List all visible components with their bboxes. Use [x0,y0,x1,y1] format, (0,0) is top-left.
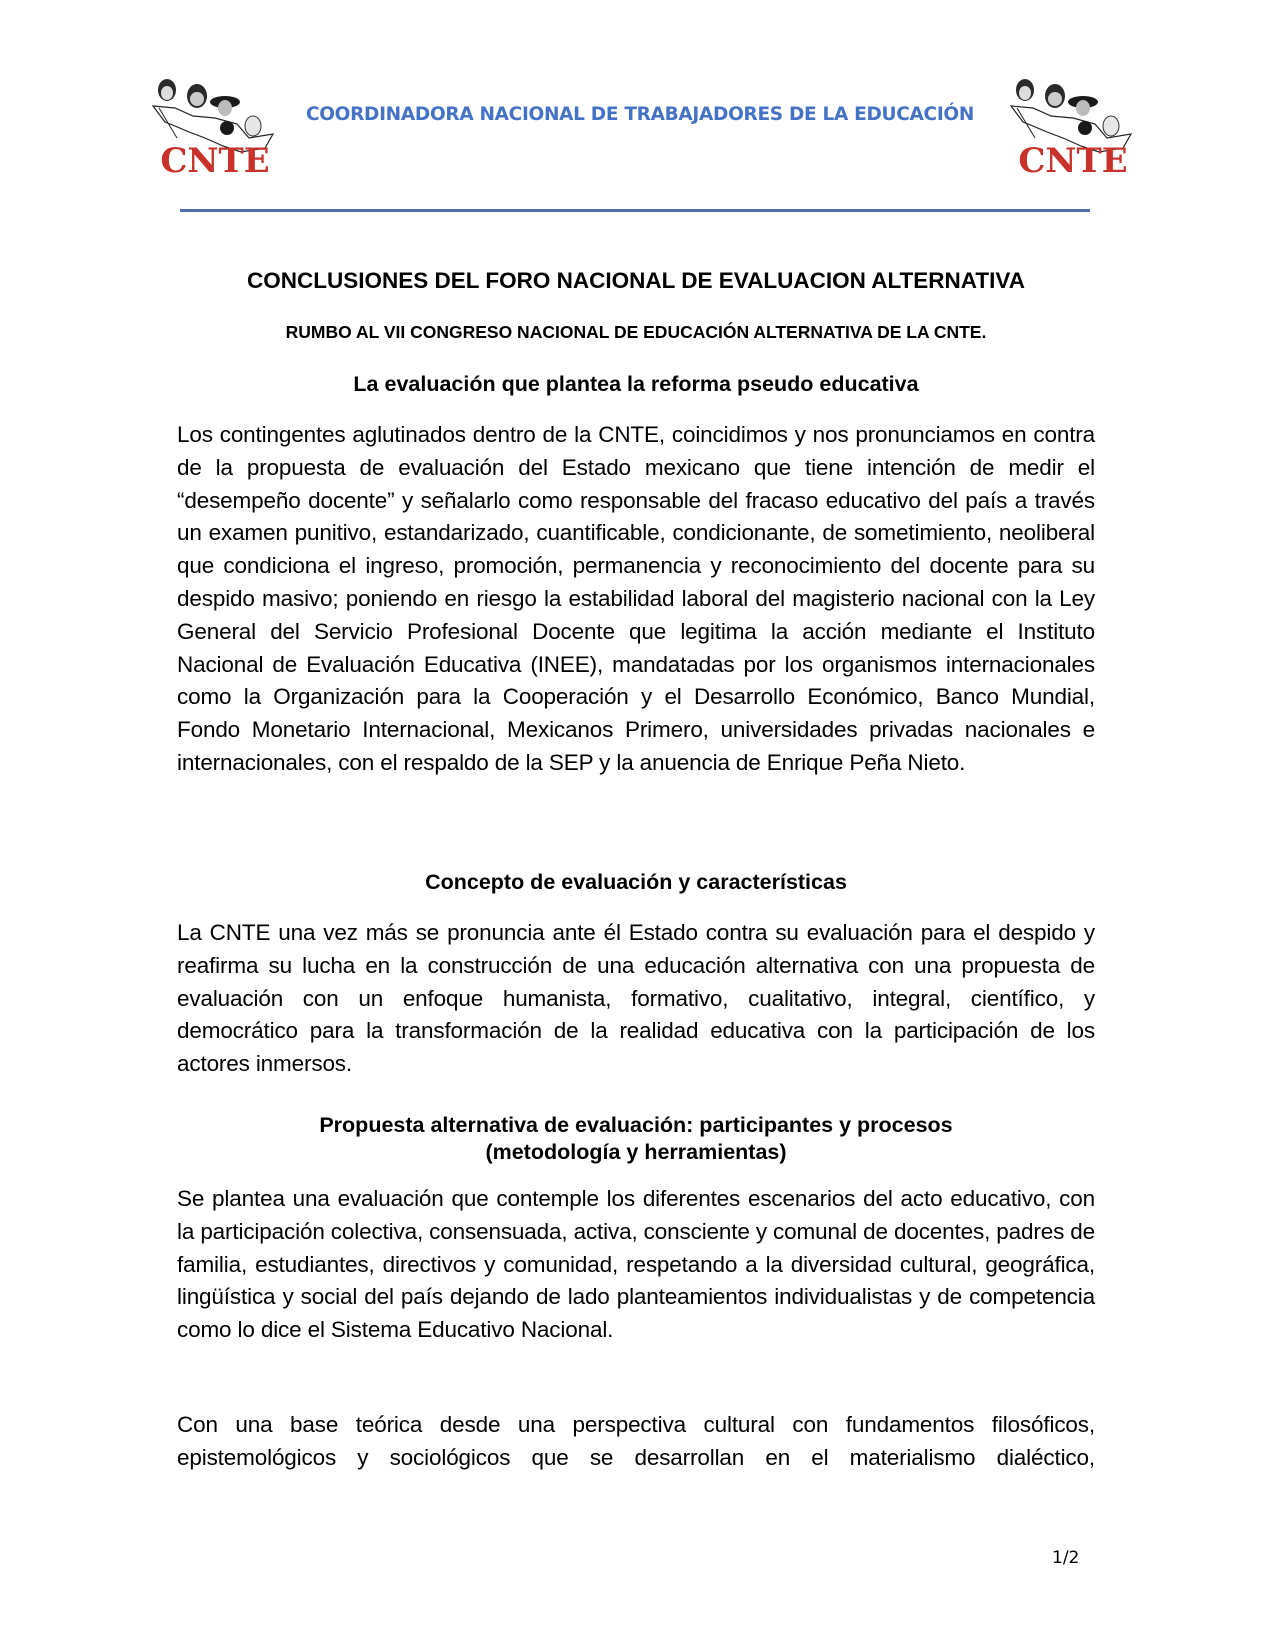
document-subtitle: RUMBO AL VII CONGRESO NACIONAL DE EDUCACIÓN ALTERNATIVA DE LA CNTE. [285,322,987,342]
page-number: 1/2 [1052,1548,1080,1568]
header-divider [180,209,1090,212]
svg-text:CNTE: CNTE [160,141,270,178]
organization-name: COORDINADORA NACIONAL DE TRABAJADORES DE LA EDUCACIÓN [305,104,975,125]
cnte-logo-emblem-icon [1003,68,1143,178]
cnte-logo-left [145,68,285,178]
section-heading-line: (metodología y herramientas) [485,1140,787,1164]
section-heading-line: Propuesta alternativa de evaluación: participantes y procesos [319,1113,953,1137]
document-title: CONCLUSIONES DEL FORO NACIONAL DE EVALUACION ALTERNATIVA [247,268,1025,293]
section-heading-propuesta [177,1112,1095,1166]
section-paragraph: La CNTE una vez más se pronuncia ante él Estado contra su evaluación para el despido y reafirma su lucha en la construcción de una educación alternativa con una propuesta de evaluación con un enfoque humanista, formativo, cualitativo, integral, científico, y democrático para la transformación de la realidad educativa con la participación de los actores inmersos. [177,920,1095,1077]
cnte-logo-right [1003,68,1143,178]
svg-text:CNTE: CNTE [1018,141,1128,178]
section-heading-concepto: Concepto de evaluación y características [425,870,847,894]
cnte-logo-emblem-icon [145,68,285,178]
section-paragraph: Con una base teórica desde una perspectiva cultural con fundamentos filosóficos, epistemológicos y sociológicos que se desarrollan en el materialismo dialéctico, [177,1412,1095,1470]
section-heading-evaluacion-reforma: La evaluación que plantea la reforma pseudo educativa [353,372,919,396]
section-paragraph: Los contingentes aglutinados dentro de la CNTE, coincidimos y nos pronunciamos en contra de la propuesta de evaluación del Estado mexicano que tiene intención de medir el “desempeño docente” y señalarlo como responsable del fracaso educativo del país a través un examen punitivo, estandarizado, cuantificable, condicionante, de sometimiento, neoliberal que condiciona el ingreso, promoción, permanencia y reconocimiento del docente para su despido masivo; poniendo en riesgo la estabilidad laboral del magisterio nacional con la Ley General del Servicio Profesional Docente que legitima la acción mediante el Instituto Nacional de Evaluación Educativa (INEE), mandatadas por los organismos internacionales como la Organización para la Cooperación y el Desarrollo Económico, Banco Mundial, Fondo Monetario Internacional, Mexicanos Primero, universidades privadas nacionales e internacionales, con el respaldo de la SEP y la anuencia de Enrique Peña Nieto. [177,422,1095,775]
section-paragraph: Se plantea una evaluación que contemple los diferentes escenarios del acto educativo, con la participación colectiva, consensuada, activa, consciente y comunal de docentes, padres de familia, estudiantes, directivos y comunidad, respetando a la diversidad cultural, geográfica, lingüística y social del país dejando de lado planteamientos individualistas y de competencia como lo dice el Sistema Educativo Nacional. [177,1186,1096,1343]
